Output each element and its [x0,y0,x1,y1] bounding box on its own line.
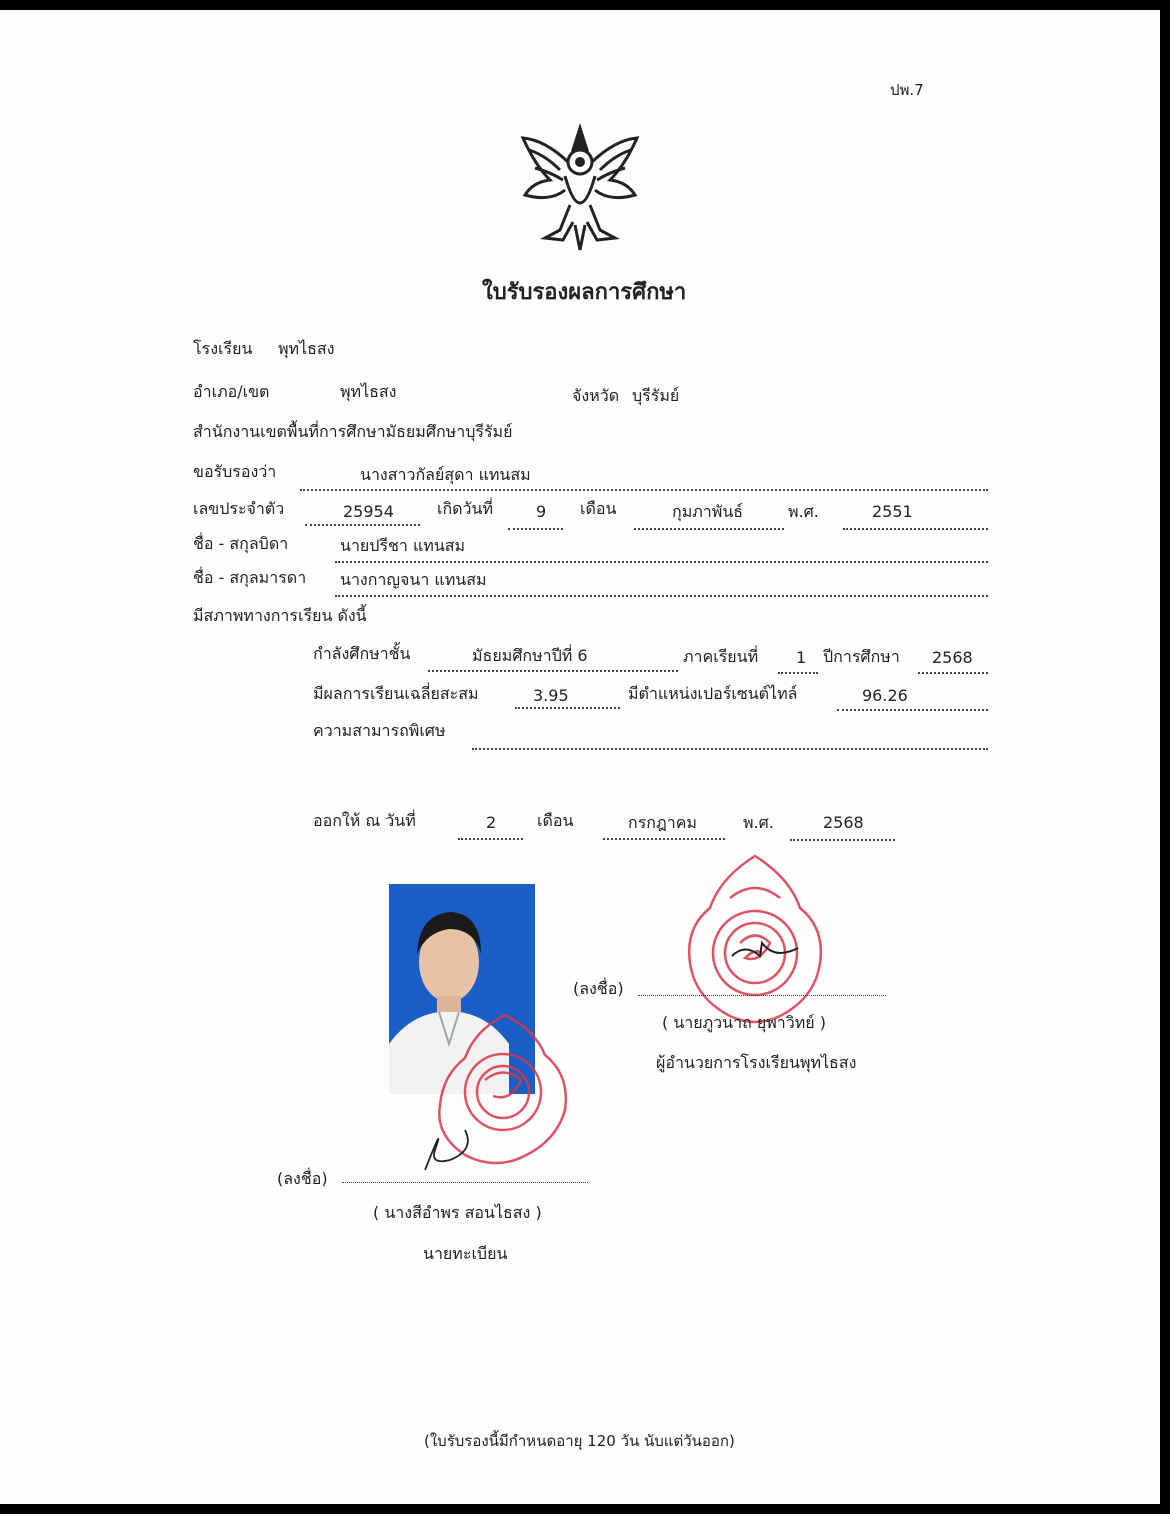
director-sign-label: (ลงชื่อ) [573,979,624,998]
issued-month: กรกฎาคม [628,813,697,832]
birth-day-value: 9 [536,502,547,521]
student-name: นางสาวกัลย์สุดา แทนสม [360,465,531,484]
form-code: ปพ.7 [890,81,924,99]
certificate-page [0,10,1160,1504]
term-value: 1 [796,648,807,667]
dotted-line [508,528,563,530]
district-label: อำเภอ/เขต [193,382,270,401]
garuda-emblem-icon [515,110,645,260]
district-value: พุทไธสง [340,382,397,401]
dotted-line [638,995,886,996]
father-label: ชื่อ - สกุลบิดา [193,534,289,553]
percentile-value: 96.26 [862,686,908,705]
province-label: จังหวัด [572,386,620,405]
grade-level-value: มัธยมศึกษาปีที่ 6 [472,646,588,665]
mother-name: นางกาญจนา แทนสม [340,570,487,589]
school-value: พุทไธสง [278,339,335,358]
gpa-value: 3.95 [533,686,569,705]
dotted-line [603,838,725,840]
registrar-name: ( นางสีอำพร สอนไธสง ) [373,1203,542,1222]
issued-year-label: พ.ศ. [743,813,774,832]
father-name: นายปรีชา แทนสม [340,536,466,555]
registrar-position: นายทะเบียน [423,1244,508,1263]
director-name: ( นายภูวนาถ ยุพาวิทย์ ) [662,1013,826,1032]
birth-month-label: เดือน [580,499,617,518]
province-value: บุรีรัมย์ [632,386,680,405]
term-label: ภาคเรียนที่ [683,647,759,666]
dotted-line [778,672,818,674]
issued-month-label: เดือน [537,811,574,830]
dotted-line [305,524,420,526]
dotted-line [472,748,988,750]
mother-label: ชื่อ - สกุลมารดา [193,568,307,587]
dotted-line [790,839,895,841]
validity-note: (ใบรับรองนี้มีกำหนดอายุ 120 วัน นับแต่วันออก) [424,1432,735,1450]
academic-year-value: 2568 [932,648,973,667]
certify-label: ขอรับรองว่า [193,462,277,481]
student-id-value: 25954 [343,502,394,521]
gpa-label: มีผลการเรียนเฉลี่ยสะสม [313,684,479,703]
issued-label: ออกให้ ณ วันที่ [313,811,416,830]
issued-year: 2568 [823,813,864,832]
dotted-line [428,670,678,672]
status-label: มีสภาพทางการเรียน ดังนี้ [193,606,367,625]
dotted-line [458,838,523,840]
document-title: ใบรับรองผลการศึกษา [482,280,687,305]
dotted-line [918,672,988,674]
birth-year-label: พ.ศ. [788,502,819,521]
dotted-line [843,528,988,530]
birth-year-value: 2551 [872,502,913,521]
dotted-line [335,561,988,563]
dotted-line [634,528,784,530]
grade-level-label: กำลังศึกษาชั้น [313,644,411,663]
dotted-line [837,709,988,711]
student-id-label: เลขประจำตัว [193,499,285,518]
academic-year-label: ปีการศึกษา [823,647,900,666]
dotted-line [342,1182,588,1183]
special-ability-label: ความสามารถพิเศษ [313,721,446,740]
education-office: สำนักงานเขตพื้นที่การศึกษามัธยมศึกษาบุรีรัมย์ [193,422,513,441]
birth-day-label: เกิดวันที่ [437,499,494,518]
birth-month-value: กุมภาพันธ์ [672,502,744,521]
dotted-line [335,595,988,597]
issued-day: 2 [486,813,497,832]
director-position: ผู้อำนวยการโรงเรียนพุทไธสง [656,1053,857,1072]
dotted-line [515,707,620,709]
dotted-line [300,489,988,491]
student-photo [389,884,535,1094]
registrar-sign-label: (ลงชื่อ) [277,1169,328,1188]
percentile-label: มีตำแหน่งเปอร์เซนต์ไทล์ [628,684,798,703]
school-label: โรงเรียน [193,339,253,358]
